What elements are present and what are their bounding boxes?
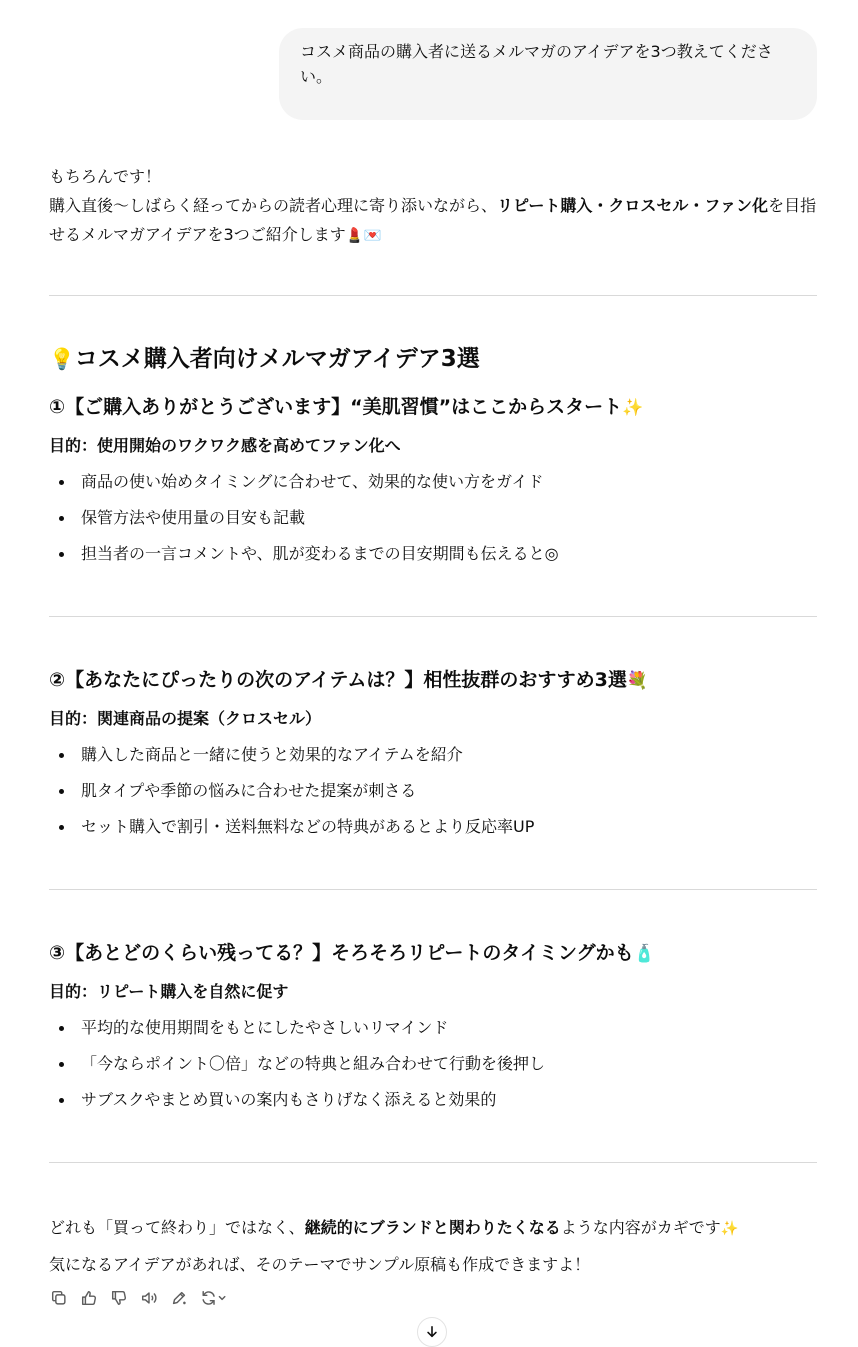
idea-1-purpose: 目的：使用開始のワクワク感を高めてファン化へ [49,436,401,455]
list-item: 「今ならポイント〇倍」などの特典と組み合わせて行動を後押し [49,1052,819,1088]
sparkles-emoji: ✨ [720,1221,739,1237]
divider [49,889,817,890]
edit-icon[interactable] [169,1288,189,1308]
outro-line-1: どれも「買って終わり」ではなく、継続的にブランドと関わりたくなるような内容がカギです✨ [49,1218,739,1237]
assistant-outro [49,1210,819,1283]
list-item: 担当者の一言コメントや、肌が変わるまでの目安期間も伝えると◎ [49,542,819,578]
lipstick-letter-emoji: 💄💌 [345,228,382,244]
idea-1-title: ①【ご購入ありがとうございます】“美肌習慣”はここからスタート✨ [49,396,644,418]
sparkles-emoji: ✨ [622,398,644,418]
lightbulb-emoji: 💡 [49,347,75,371]
list-item: 平均的な使用期間をもとにしたやさしいリマインド [49,1016,819,1052]
list-item: 購入した商品と一緒に使うと効果的なアイテムを紹介 [49,743,819,779]
divider [49,1162,817,1163]
list-item: 肌タイプや季節の悩みに合わせた提案が刺さる [49,779,819,815]
intro-line-2: 購入直後〜しばらく経ってからの読者心理に寄り添いながら、リピート購入・クロスセル・ファン化を目指せるメルマガアイデアを3つご紹介します💄💌 [49,196,817,244]
idea-2-list [49,743,819,851]
outro-line-2: 気になるアイデアがあれば、そのテーマでサンプル原稿も作成できますよ！ [49,1255,591,1274]
scroll-to-bottom-button[interactable] [417,1317,447,1347]
message-action-bar [49,1288,239,1308]
idea-3-purpose: 目的：リピート購入を自然に促す [49,982,289,1001]
list-item: 商品の使い始めタイミングに合わせて、効果的な使い方をガイド [49,470,819,506]
thumbs-up-icon[interactable] [79,1288,99,1308]
idea-2-purpose: 目的：関連商品の提案（クロスセル） [49,709,322,728]
idea-3-title: ③【あとどのくらい残ってる？】そろそろリピートのタイミングかも🧴 [49,942,655,964]
list-item: 保管方法や使用量の目安も記載 [49,506,819,542]
intro-line-1: もちろんです！ [49,167,162,186]
read-aloud-icon[interactable] [139,1288,159,1308]
lotion-bottle-emoji: 🧴 [633,944,655,964]
user-message-bubble [279,28,817,120]
list-item: セット購入で割引・送料無料などの特典があるとより反応率UP [49,815,819,851]
section-heading: 💡コスメ購入者向けメルマガアイデア3選 [49,346,480,372]
arrow-down-icon [425,1325,439,1339]
idea-1-list [49,470,819,578]
chevron-down-icon [219,1297,224,1300]
idea-2-title: ②【あなたにぴったりの次のアイテムは？】相性抜群のおすすめ3選💐 [49,669,649,691]
idea-3-list [49,1016,819,1124]
assistant-intro [49,162,819,251]
divider [49,295,817,296]
bouquet-emoji: 💐 [626,671,649,691]
user-message-text: コスメ商品の購入者に送るメルマガのアイデアを3つ教えてください。 [300,42,773,86]
divider [49,616,817,617]
list-item: サブスクやまとめ買いの案内もさりげなく添えると効果的 [49,1088,819,1124]
thumbs-down-icon[interactable] [109,1288,129,1308]
copy-icon[interactable] [49,1288,69,1308]
regenerate-icon[interactable] [199,1288,229,1308]
